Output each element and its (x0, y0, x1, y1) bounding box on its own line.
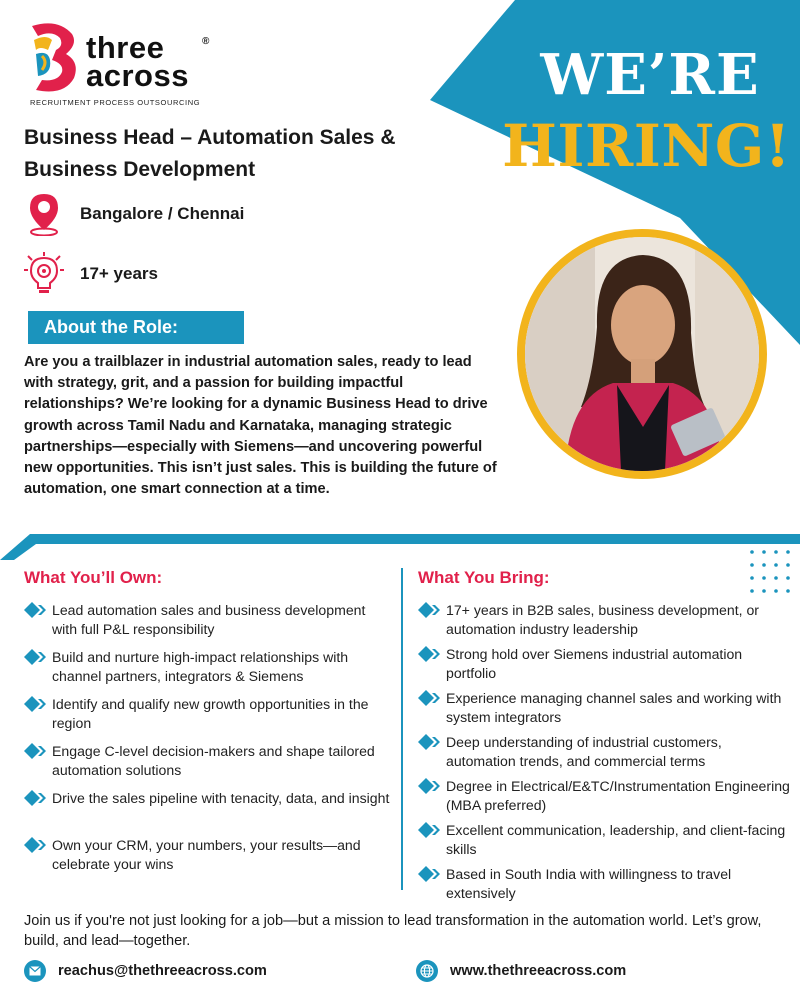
closing-text: Join us if you're not just looking for a job—but a mission to lead transformation in the automation world. Let’s grow, build, and lead—together. (24, 913, 762, 949)
list-item-text: Engage C-level decision-makers and shape tailored automation solutions (52, 743, 375, 778)
brand-wordmark: three across (86, 30, 189, 93)
diamond-bullet-icon (418, 778, 442, 794)
list-item (418, 821, 790, 862)
list-item-text: Identify and qualify new growth opportunities in the region (52, 696, 369, 731)
list-item (418, 733, 790, 774)
bring-list (418, 601, 790, 909)
own-list (24, 601, 394, 883)
brand-logo (28, 20, 268, 110)
list-item (418, 645, 790, 686)
bring-section-title: What You Bring: (418, 568, 550, 587)
location-text: Bangalore / Chennai (80, 204, 245, 223)
brand-tagline: RECRUITMENT PROCESS OUTSOURCING (30, 98, 201, 107)
own-section-title: What You’ll Own: (24, 568, 163, 587)
about-text: Are you a trailblazer in industrial automation sales, ready to lead with strategy, grit, and a passion for building impactful relationships? We’re looking for a dynamic Business Head to drive growth across Tamil Nadu and Karnataka, managing strategic partnerships—especially with Siemens—and uncovering powerful new opportunities. This isn’t just sales. This is building the future of automation, one smart connection at a time. (24, 354, 497, 498)
website-link[interactable]: www.thethreeacross.com (450, 963, 627, 979)
diamond-bullet-icon (24, 602, 48, 618)
list-item-text: Lead automation sales and business development with full P&L responsibility (52, 602, 366, 637)
diamond-bullet-icon (24, 743, 48, 759)
diamond-bullet-icon (24, 649, 48, 665)
list-item (24, 648, 394, 692)
hero-headline-line1: WE’RE (540, 42, 760, 108)
contact-email[interactable] (24, 960, 267, 982)
list-item-text: Build and nurture high-impact relationships with channel partners, integrators & Siemens (52, 649, 349, 684)
list-item-text: Own your CRM, your numbers, your results—and celebrate your wins (52, 837, 361, 872)
mail-icon (24, 960, 46, 982)
list-item (24, 742, 394, 786)
diamond-bullet-icon (24, 696, 48, 712)
list-item-text: Drive the sales pipeline with tenacity, data, and insight (52, 790, 390, 806)
diamond-bullet-icon (24, 790, 48, 806)
list-item-text: Strong hold over Siemens industrial automation portfolio (446, 646, 743, 681)
diamond-bullet-icon (418, 822, 442, 838)
contact-website[interactable] (416, 960, 626, 982)
section-divider (0, 530, 800, 560)
decorative-dots (748, 548, 794, 596)
list-item-text: Degree in Electrical/E&TC/Instrumentation Engineering (MBA preferred) (446, 778, 790, 813)
registered-mark: ® (202, 36, 210, 47)
experience-text: 17+ years (80, 264, 158, 283)
list-item (24, 601, 394, 645)
hero-headline-line2: HIRING! (502, 112, 791, 180)
list-item-text: 17+ years in B2B sales, business development, or automation industry leadership (446, 602, 759, 637)
brand-mark-icon (28, 20, 80, 96)
experience-row (24, 252, 158, 296)
diamond-bullet-icon (418, 866, 442, 882)
list-item-text: Based in South India with willingness to travel extensively (446, 866, 732, 901)
list-item (24, 789, 394, 833)
list-item-text: Excellent communication, leadership, and client-facing skills (446, 822, 786, 857)
list-item (24, 836, 394, 880)
list-item-text: Deep understanding of industrial customers, automation trends, and commercial terms (446, 734, 722, 769)
person-illustration (525, 237, 759, 471)
location-pin-icon (24, 192, 64, 236)
list-item (418, 865, 790, 906)
column-divider (401, 568, 403, 890)
list-item (24, 695, 394, 739)
list-item (418, 689, 790, 730)
location-row (24, 192, 244, 236)
diamond-bullet-icon (418, 734, 442, 750)
list-item (418, 777, 790, 818)
diamond-bullet-icon (418, 602, 442, 618)
email-link[interactable]: reachus@thethreeacross.com (58, 963, 267, 979)
job-title: Business Head – Automation Sales & Business Development (24, 126, 396, 181)
globe-icon (416, 960, 438, 982)
diamond-bullet-icon (418, 646, 442, 662)
candidate-photo (517, 229, 767, 479)
list-item-text: Experience managing channel sales and working with system integrators (446, 690, 782, 725)
diamond-bullet-icon (24, 837, 48, 853)
gear-lightbulb-icon (24, 252, 64, 296)
about-heading: About the Role: (28, 311, 244, 344)
list-item (418, 601, 790, 642)
diamond-bullet-icon (418, 690, 442, 706)
